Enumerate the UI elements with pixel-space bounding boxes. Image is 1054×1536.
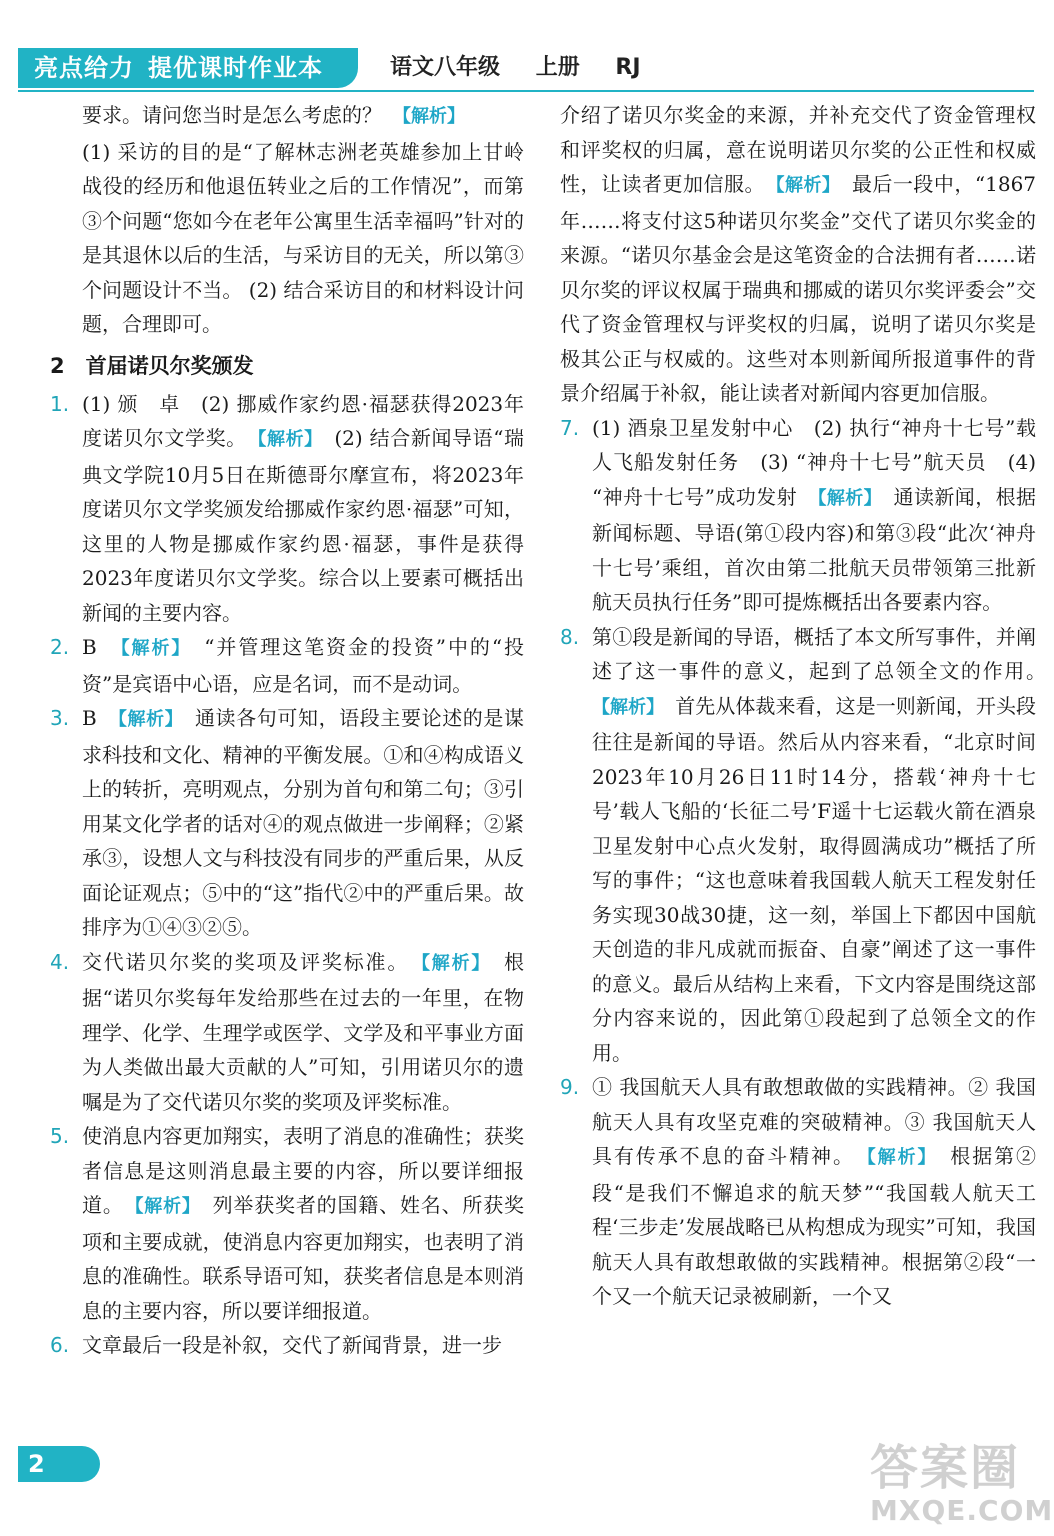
analysis-text: 列举获奖者的国籍、姓名、所获奖项和主要成就，使消息内容更加翔实，也表明了消息的准确性。联系导语可知，获奖者信息是本则消息的主要内容，所以要详细报道。 — [82, 1193, 525, 1323]
watermark-logo — [870, 1440, 1054, 1530]
answer-item-5 — [50, 1119, 524, 1328]
answer-text: (1) 酒泉卫星发射中心 (2) 执行“神舟十七号”载人飞船发射任务 (3) “神舟十七号”航天员 (4) “神舟十七号”成功发射 — [592, 415, 1036, 509]
subject-edition: RJ — [615, 55, 641, 80]
analysis-tag: 【解析】 — [775, 175, 832, 196]
answer-item-7 — [560, 411, 1036, 620]
series-name-b: 提优课时作业本 — [148, 54, 323, 82]
series-name-a: 亮点给力 — [34, 54, 134, 82]
subject-info — [390, 48, 669, 88]
answer-item-2 — [50, 630, 524, 701]
analysis-tag: 【解析】 — [117, 709, 175, 730]
analysis-text: 根据第②段“是我们不懈追求的航天梦”“我国载人航天工程‘三步走’发展战略已从构想成为现实”可知，我国航天人具有敢想敢做的实践精神。根据第②段“一个又一个航天记录被刷新，一个又 — [592, 1144, 1037, 1308]
answer-item-9 — [560, 1070, 1036, 1314]
analysis-tag: 【解析】 — [402, 106, 465, 127]
item-number: 5. — [50, 1124, 70, 1148]
section-title: 2 首届诺贝尔奖颁发 — [50, 353, 254, 378]
analysis-tag: 【解析】 — [817, 487, 874, 509]
watermark-text: 答案圈 — [870, 1440, 1021, 1496]
continued-answer: (1) 采访的目的是“了解林志洲老英雄参加上甘岭战役的经历和他退伍转业之后的工作情况”，而第③个问题“您如今在老年公寓里生活幸福吗”针对的是其退休以后的生活，与采访目的无关，所以第③个问题设计不当。 (2) 结合采访目的和材料设计问题，合理即可。 — [82, 139, 524, 336]
analysis-tag: 【解析】 — [866, 1147, 929, 1168]
answer-item-4 — [50, 945, 524, 1120]
item-number: 4. — [50, 949, 70, 974]
answer-item-3 — [50, 701, 524, 945]
series-banner — [18, 48, 358, 88]
analysis-text: (2) 结合新闻导语“瑞典文学院10月5日在斯德哥尔摩宣布，将2023年度诺贝尔文学奖颁发给挪威作家约恩·福瑟”可知，这里的人物是挪威作家约恩·福瑟，事件是获得2023年度诺贝尔文学奖。综合以上要素可概括出新闻的主要内容。 — [82, 426, 525, 625]
answer-item-1 — [50, 387, 524, 631]
item-number: 8. — [560, 624, 580, 649]
continued-question-text: 要求。请问您当时是怎么考虑的？ — [82, 103, 382, 127]
analysis-text: “并管理这笔资金的投资”中的“投资”是宾语中心语，应是名词，而不是动词。 — [82, 635, 524, 696]
watermark-url: MXQE.COM — [870, 1494, 1054, 1527]
answer-text: 第①段是新闻的导语，概括了本文所写事件，并阐述了这一事件的意义，起到了总领全文的作用。 — [592, 624, 1036, 683]
item-number: 3. — [50, 706, 70, 730]
answer-text: B — [82, 635, 97, 659]
answer-text: B — [82, 706, 97, 730]
analysis-text: 根据“诺贝尔奖每年发给那些在过去的一年里，在物理学、化学、生理学或医学、文学及和平事业方面为人类做出最大贡献的人”可知，引用诺贝尔的遗嘱是为了交代诺贝尔奖的奖项及评奖标准。 — [82, 949, 525, 1114]
item-number: 7. — [560, 415, 580, 440]
analysis-tag: 【解析】 — [134, 1196, 192, 1217]
analysis-tag: 【解析】 — [420, 952, 483, 974]
page-header — [0, 48, 1054, 90]
item-number: 2. — [50, 635, 70, 659]
answer-text: 介绍了诺贝尔奖金的来源，并补充交代了资金管理权和评奖权的归属，意在说明诺贝尔奖的公正性和权威性，让读者更加信服。 — [560, 103, 1036, 196]
answer-text: (1) 颁 卓 (2) 挪威作家约恩·福瑟获得2023年度诺贝尔文学奖。 — [82, 391, 524, 450]
answer-item-6 — [50, 1328, 524, 1363]
subject-grade: 语文八年级 — [390, 55, 501, 80]
answer-text: 使消息内容更加翔实，表明了消息的准确性；获奖者信息是这则消息最主要的内容，所以要详细报道。 — [82, 1124, 524, 1217]
continued-question — [50, 98, 524, 135]
item-number: 6. — [50, 1333, 70, 1357]
page-number: 2 — [18, 1446, 100, 1482]
right-column — [560, 98, 1036, 1314]
subject-volume: 上册 — [535, 55, 580, 80]
analysis-tag: 【解析】 — [120, 638, 183, 659]
analysis-tag: 【解析】 — [257, 429, 314, 450]
left-column — [50, 98, 524, 1363]
item-6-continued — [560, 98, 1036, 411]
answer-text: ① 我国航天人具有敢想敢做的实践精神。② 我国航天人具有攻坚克难的突破精神。③ 我国航天人具有传承不息的奋斗精神。 — [592, 1075, 1036, 1168]
answer-text: 交代诺贝尔奖的奖项及评奖标准。 — [82, 949, 400, 974]
answer-item-8 — [560, 620, 1036, 1071]
analysis-text: 通读各句可知，语段主要论述的是谋求科技和文化、精神的平衡发展。①和④构成语义上的转折，亮明观点，分别为首句和第二句；③引用某文化学者的话对④的观点做进一步阐释；②紧承③，设想人文与科技没有同步的严重后果，从反面论证观点；⑤中的“这”指代②中的严重后果。故排序为①④③②⑤。 — [82, 706, 525, 939]
item-number: 9. — [560, 1075, 580, 1099]
analysis-text: 通读新闻，根据新闻标题、导语(第①段内容)和第③段“此次‘神舟十七号’乘组，首次由第二批航天员带领第三批新航天员执行任务”即可提炼概括出各要素内容。 — [592, 484, 1037, 614]
item-number: 1. — [50, 391, 70, 416]
answer-text: 文章最后一段是补叙，交代了新闻背景，进一步 — [82, 1333, 502, 1357]
header-divider — [18, 90, 1034, 92]
analysis-text: 首先从体裁来看，这是一则新闻，开头段往往是新闻的导语。然后从内容来看，“北京时间2023年10月26日11时14分，搭载‘神舟十七号’载人飞船的‘长征二号’F遥十七运载火箭在酒泉卫星发射中心点火发射，取得圆满成功”概括了所写的事件；“这也意味着我国载人航天工程发射任务实现30战30捷，这一刻，举国上下都因中国航天创造的非凡成就而振奋、自豪”阐述了这一事件的意义。最后从结构上来看，下文内容是围绕这部分内容来说的，因此第①段起到了总领全文的作用。 — [592, 693, 1037, 1065]
analysis-tag: 【解析】 — [592, 696, 656, 718]
analysis-text: 最后一段中，“1867年……将支付这5种诺贝尔奖金”交代了诺贝尔奖金的来源。“诺贝尔基金会是这笔资金的合法拥有者……诺贝尔奖的评议权属于瑞典和挪威的诺贝尔奖评委会”交代了资金管理权与评奖权的归属，说明了诺贝尔奖是极其公正与权威的。这些对本则新闻所报道事件的背景介绍属于补叙，能让读者对新闻内容更加信服。 — [560, 172, 1037, 405]
